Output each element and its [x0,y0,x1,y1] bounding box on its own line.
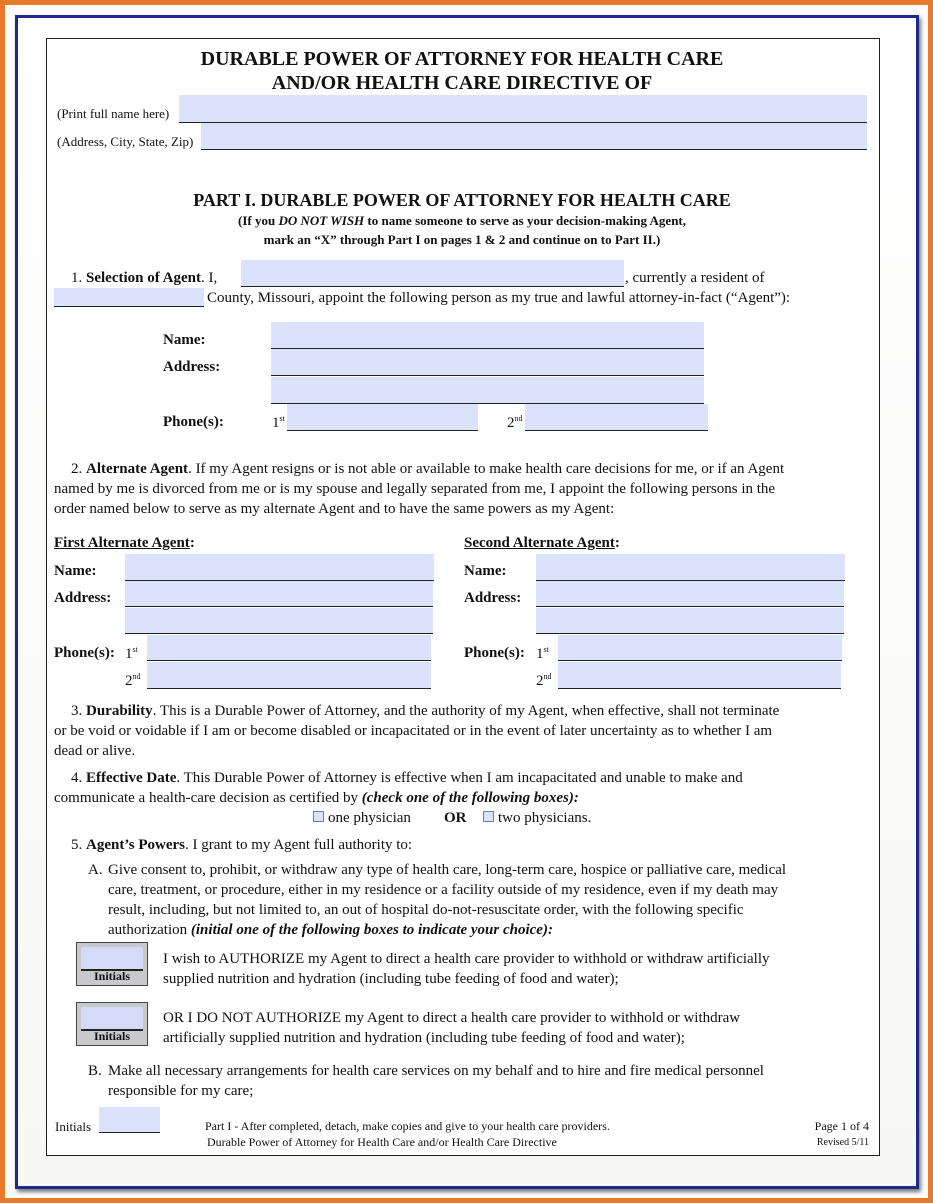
part1-note-line2: mark an “X” through Part I on pages 1 & 2 and continue on to Part II.) [263,232,661,247]
alt2-name-field[interactable] [536,554,845,581]
section3-line1: 3. Durability. This is a Durable Power of Attorney, and the authority of my Agent, when effective, shall not terminate [71,703,780,719]
do-not-authorize-initials-box[interactable]: Initials [76,1002,148,1046]
section1-heading: 1. Selection of Agent. I, [71,270,218,286]
section2-line3: order named below to serve as my alternate Agent and to have the same powers as my Agent: [54,501,615,517]
footer-initials-label: Initials [55,1119,92,1134]
section4-line2: communicate a health-care decision as certified by (check one of the following boxes): [54,790,579,806]
alt2-phone1-label: 1st [536,645,549,662]
alt2-phone2-label: 2nd [536,672,552,689]
alt1-name-field[interactable] [125,554,434,581]
print-name-field[interactable] [179,95,867,123]
alt1-phone1-label: 1st [125,645,138,662]
page-number: Page 1 of 4 [814,1119,869,1133]
agent-phones-label: Phone(s): [163,414,224,430]
one-physician-checkbox[interactable] [313,811,324,822]
footer-instructions: Part I - After completed, detach, make copies and give to your health care providers. [205,1119,610,1133]
alt2-phone1-field[interactable] [558,635,842,661]
alt1-phones-label: Phone(s): [54,645,115,661]
alt2-name-label: Name: [464,563,507,579]
county-field[interactable] [54,288,204,307]
or-text: OR [444,810,467,826]
item-b-line2: responsible for my care; [108,1083,254,1099]
section3-line3: dead or alive. [54,743,136,759]
item-a-label: A. [88,862,103,878]
alt1-name-label: Name: [54,563,97,579]
part1-note-line1: (If you DO NOT WISH to name someone to serve as your decision-making Agent, [237,213,687,228]
do-not-authorize-line2: artificially supplied nutrition and hydration (including tube feeding of food and water); [163,1030,685,1046]
resident-text: , currently a resident of [625,270,765,286]
agent-address-field-2[interactable] [271,377,704,404]
authorize-line2: supplied nutrition and hydration (including tube feeding of food and water); [163,971,619,987]
part1-title: PART I. DURABLE POWER OF ATTORNEY FOR HEALTH CARE [193,190,731,210]
alt2-address-label: Address: [464,590,522,606]
agent-phone1-field[interactable] [287,404,478,431]
do-not-authorize-line1: OR I DO NOT AUTHORIZE my Agent to direct a health care provider to withhold or withdraw [163,1010,741,1026]
item-a-line4: authorization (initial one of the following boxes to indicate your choice): [108,922,553,938]
phone1-label: 1st [272,414,285,431]
section2-line1: 2. Alternate Agent. If my Agent resigns or is not able or available to make health care decisions for me, or if an Agent [71,461,785,477]
alt1-address-label: Address: [54,590,112,606]
agent-name-label: Name: [163,332,206,348]
two-physicians-checkbox[interactable] [483,811,494,822]
print-name-label: (Print full name here) [57,106,170,121]
footer-initials-field[interactable] [99,1107,160,1133]
principal-name-field[interactable] [241,260,624,287]
alt2-address-field-1[interactable] [536,581,844,607]
revision-date: Revised 5/11 [816,1137,869,1148]
address-label: (Address, City, State, Zip) [57,134,194,149]
one-physician-option[interactable]: one physician [313,810,411,827]
document-title-line1: DURABLE POWER OF ATTORNEY FOR HEALTH CARE [200,48,724,70]
item-a-line1: Give consent to, prohibit, or withdraw any type of health care, long-term care, hospice or palliative care, medical [108,862,787,878]
item-a-line2: care, treatment, or procedure, either in my residence or a facility outside of my residence, even if my death may [108,882,779,898]
section3-line2: or be void or voidable if I am or become disabled or incapacitated or in the event of later uncertainty as to whether I am [54,723,773,739]
alt1-address-field-1[interactable] [125,581,433,607]
alt1-phone2-label: 2nd [125,672,141,689]
footer-document-name: Durable Power of Attorney for Health Care and/or Health Care Directive [207,1135,557,1149]
two-physicians-option[interactable]: two physicians. [483,810,591,827]
alt2-phone2-field[interactable] [558,662,841,689]
agent-phone2-field[interactable] [525,404,708,431]
section4-line1: 4. Effective Date. This Durable Power of Attorney is effective when I am incapacitated and unable to make and [71,770,743,786]
section5-heading: 5. Agent’s Powers. I grant to my Agent full authority to: [71,837,413,853]
document-title-line2: AND/OR HEALTH CARE DIRECTIVE OF [271,72,653,94]
authorize-initials-box[interactable]: Initials [76,942,148,986]
county-text: County, Missouri, appoint the following person as my true and lawful attorney-in-fact (“Agent”): [207,290,791,306]
alt2-address-field-2[interactable] [536,608,844,634]
agent-address-label: Address: [163,359,221,375]
address-field[interactable] [201,123,867,150]
section2-line2: named by me is divorced from me or is my spouse and legally separated from me, I appoint the following persons in the [54,481,776,497]
alt1-address-field-2[interactable] [125,608,433,634]
alt1-phone1-field[interactable] [147,635,431,661]
item-a-line3: result, including, but not limited to, an out of hospital do-not-resuscitate order, with the following specific [108,902,744,918]
phone2-label: 2nd [507,414,523,431]
first-alternate-heading: First Alternate Agent: [54,535,195,551]
item-b-label: B. [88,1063,102,1079]
authorize-line1: I wish to AUTHORIZE my Agent to direct a health care provider to withhold or withdraw artificially [163,951,770,967]
alt2-phones-label: Phone(s): [464,645,525,661]
agent-address-field-1[interactable] [271,349,704,376]
agent-name-field[interactable] [271,322,704,349]
alt1-phone2-field[interactable] [147,662,431,689]
second-alternate-heading: Second Alternate Agent: [464,535,620,551]
item-b-line1: Make all necessary arrangements for health care services on my behalf and to hire and fire medical personnel [108,1063,764,1079]
